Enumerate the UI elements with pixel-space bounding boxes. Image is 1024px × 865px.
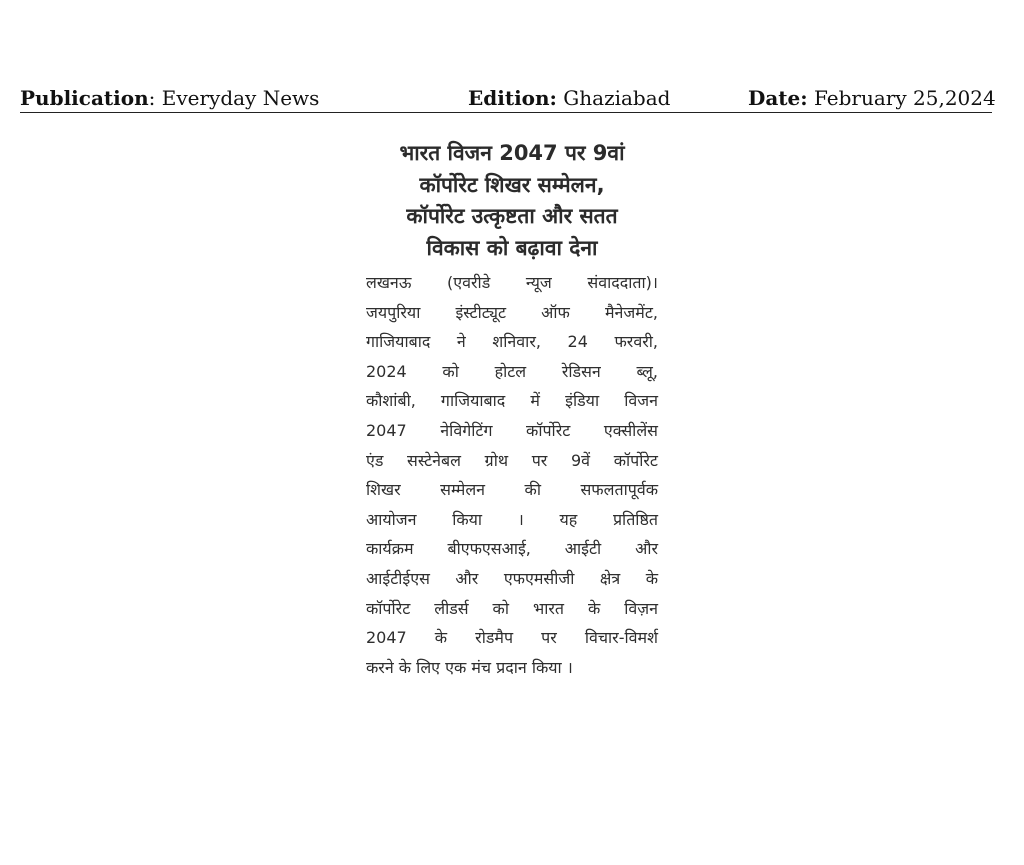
body-line: करने के लिए एक मंच प्रदान किया । [366,657,573,677]
body-line: कौशांबी, गाजियाबाद में इंडिया विजन [366,391,658,411]
date-value: February 25,2024 [807,86,996,110]
body-line: शिखर सम्मेलन की सफलतापूर्वक [366,480,658,500]
edition-value: Ghaziabad [556,86,671,110]
headline-line: कॉर्पोरेट शिखर सम्मेलन, [419,172,605,197]
publication-header [20,86,996,113]
publication-info [20,86,319,110]
body-line: जयपुरिया इंस्टीट्यूट ऑफ मैनेजमेंट, [366,302,658,322]
body-line: 2047 नेविगेटिंग कॉर्पोरेट एक्सीलेंस [366,420,658,440]
publication-label: Publication [20,86,149,110]
body-line: लखनऊ (एवरीडे न्यूज संवाददाता)। [366,273,658,292]
news-clipping [366,134,658,682]
date-info [748,86,996,110]
headline-line: भारत विजन 2047 पर 9वां [399,141,625,165]
body-line: आईटीईएस और एफएमसीजी क्षेत्र के [366,568,658,588]
article-headline [366,134,658,264]
body-line: एंड सस्टेनेबल ग्रोथ पर 9वें कॉर्पोरेट [366,450,658,470]
body-line: आयोजन किया । यह प्रतिष्ठित [366,509,658,529]
date-label: Date: [748,86,808,110]
edition-info [468,86,670,110]
body-line: 2024 को होटल रेडिसन ब्लू, [366,361,658,381]
body-line: कार्यक्रम बीएफएसआई, आईटी और [366,539,658,559]
headline-line: कॉर्पोरेट उत्कृष्टता और सतत [406,204,618,228]
article-body [366,268,658,682]
publication-value: : Everyday News [148,86,320,110]
body-line: कॉर्पोरेट लीडर्स को भारत के विज़न [366,598,658,618]
headline-line: विकास को बढ़ावा देना [426,235,598,260]
body-line: 2047 के रोडमैप पर विचार-विमर्श [366,628,658,648]
edition-label: Edition: [468,86,557,110]
body-line: गाजियाबाद ने शनिवार, 24 फरवरी, [366,332,658,352]
